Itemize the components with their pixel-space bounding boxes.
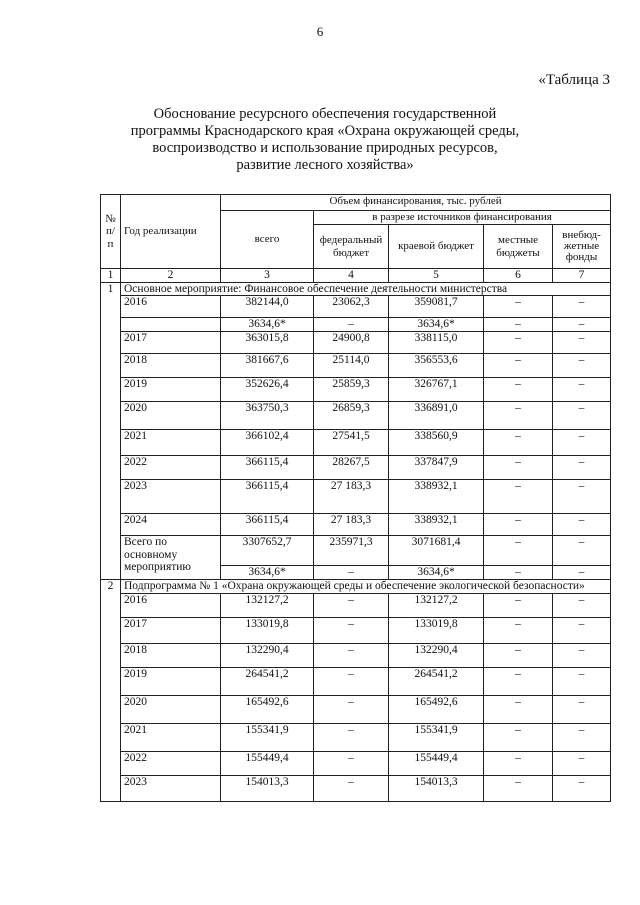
column-number-row xyxy=(101,269,611,283)
year-cell: 2021 xyxy=(121,430,221,456)
page-number: 6 xyxy=(316,24,324,39)
federal-cell: 27 183,3 xyxy=(314,480,389,514)
local-cell: – xyxy=(484,617,553,643)
federal-cell: 25114,0 xyxy=(314,354,389,378)
local-cell: – xyxy=(484,480,553,514)
title-line: программы Краснодарского края «Охрана окружающей среды, xyxy=(130,123,520,139)
federal-cell: – xyxy=(314,751,389,775)
extrabudget-cell: – xyxy=(553,332,611,354)
total-cell: 3634,6* xyxy=(221,318,314,332)
local-cell: – xyxy=(484,723,553,751)
column-number: 2 xyxy=(121,269,221,283)
total-cell: 366102,4 xyxy=(221,430,314,456)
extrabudget-cell: – xyxy=(553,643,611,667)
regional-cell: 336891,0 xyxy=(389,402,484,430)
table-reference: «Таблица 3 xyxy=(538,72,610,88)
section-title-row xyxy=(101,282,611,296)
extrabudget-cell: – xyxy=(553,318,611,332)
local-cell: – xyxy=(484,751,553,775)
table-row xyxy=(101,593,611,617)
summary-regional: 3634,6* xyxy=(389,566,484,580)
regional-cell: 338115,0 xyxy=(389,332,484,354)
section-number: 2 xyxy=(101,580,121,802)
regional-cell: 359081,7 xyxy=(389,296,484,318)
local-cell: – xyxy=(484,402,553,430)
regional-cell: 3634,6* xyxy=(389,318,484,332)
year-cell: 2022 xyxy=(121,456,221,480)
total-cell: 165492,6 xyxy=(221,695,314,723)
table-row xyxy=(101,402,611,430)
header-regional: краевой бюджет xyxy=(389,225,484,269)
federal-cell: – xyxy=(314,593,389,617)
extrabudget-cell: – xyxy=(553,402,611,430)
local-cell: – xyxy=(484,514,553,536)
extrabudget-cell: – xyxy=(553,456,611,480)
table-row xyxy=(101,378,611,402)
federal-cell: 27541,5 xyxy=(314,430,389,456)
extrabudget-cell: – xyxy=(553,378,611,402)
total-cell: 366115,4 xyxy=(221,480,314,514)
regional-cell: 264541,2 xyxy=(389,667,484,695)
header-total: всего xyxy=(221,211,314,269)
local-cell: – xyxy=(484,695,553,723)
extrabudget-cell: – xyxy=(553,480,611,514)
table-row xyxy=(101,775,611,801)
local-cell: – xyxy=(484,318,553,332)
federal-cell: – xyxy=(314,617,389,643)
federal-cell: – xyxy=(314,723,389,751)
summary-label-line: мероприятию xyxy=(124,561,192,573)
total-cell: 132127,2 xyxy=(221,593,314,617)
total-cell: 382144,0 xyxy=(221,296,314,318)
summary-label-line: основному xyxy=(124,548,178,561)
extrabudget-cell: – xyxy=(553,430,611,456)
federal-cell: – xyxy=(314,667,389,695)
year-cell: 2023 xyxy=(121,775,221,801)
total-cell: 264541,2 xyxy=(221,667,314,695)
local-cell: – xyxy=(484,667,553,695)
federal-cell: 26859,3 xyxy=(314,402,389,430)
regional-cell: 165492,6 xyxy=(389,695,484,723)
summary-total: 3634,6* xyxy=(221,566,314,580)
year-cell: 2017 xyxy=(121,332,221,354)
total-cell: 133019,8 xyxy=(221,617,314,643)
federal-cell: 24900,8 xyxy=(314,332,389,354)
total-cell: 381667,6 xyxy=(221,354,314,378)
federal-cell: 25859,3 xyxy=(314,378,389,402)
local-cell: – xyxy=(484,332,553,354)
header-extrabudget: внебюд-жетные фонды xyxy=(553,225,611,269)
federal-cell: 27 183,3 xyxy=(314,514,389,536)
column-number: 3 xyxy=(221,269,314,283)
year-cell: 2018 xyxy=(121,643,221,667)
regional-cell: 337847,9 xyxy=(389,456,484,480)
section-title-row xyxy=(101,580,611,594)
extrabudget-cell: – xyxy=(553,617,611,643)
table-row xyxy=(101,456,611,480)
column-number: 4 xyxy=(314,269,389,283)
summary-local: – xyxy=(484,536,553,566)
year-cell: 2022 xyxy=(121,751,221,775)
extrabudget-cell: – xyxy=(553,723,611,751)
regional-cell: 155341,9 xyxy=(389,723,484,751)
summary-regional: 3071681,4 xyxy=(389,536,484,566)
year-cell: 2019 xyxy=(121,378,221,402)
title-line: Обоснование ресурсного обеспечения государственной xyxy=(153,106,497,122)
regional-cell: 326767,1 xyxy=(389,378,484,402)
extrabudget-cell: – xyxy=(553,751,611,775)
column-number: 1 xyxy=(101,269,121,283)
extrabudget-cell: – xyxy=(553,775,611,801)
regional-cell: 132127,2 xyxy=(389,593,484,617)
summary-extrabudget: – xyxy=(553,566,611,580)
year-cell: 2018 xyxy=(121,354,221,378)
table-row xyxy=(101,643,611,667)
total-cell: 363750,3 xyxy=(221,402,314,430)
header-federal: федеральный бюджет xyxy=(314,225,389,269)
table-row xyxy=(101,332,611,354)
local-cell: – xyxy=(484,775,553,801)
summary-extrabudget: – xyxy=(553,536,611,566)
table-row xyxy=(101,514,611,536)
regional-cell: 356553,6 xyxy=(389,354,484,378)
extrabudget-cell: – xyxy=(553,514,611,536)
total-cell: 352626,4 xyxy=(221,378,314,402)
federal-cell: 23062,3 xyxy=(314,296,389,318)
table-row xyxy=(101,723,611,751)
total-cell: 154013,3 xyxy=(221,775,314,801)
year-cell: 2020 xyxy=(121,402,221,430)
column-number: 5 xyxy=(389,269,484,283)
header-year: Год реализации xyxy=(121,195,221,269)
regional-cell: 338560,9 xyxy=(389,430,484,456)
extrabudget-cell: – xyxy=(553,593,611,617)
extrabudget-cell: – xyxy=(553,667,611,695)
section-title: Подпрограмма № 1 «Охрана окружающей среды и обеспечение экологической безопасности» xyxy=(121,580,611,594)
regional-cell: 132290,4 xyxy=(389,643,484,667)
summary-row xyxy=(101,536,611,566)
table-row xyxy=(101,617,611,643)
table-row xyxy=(101,667,611,695)
title-line: развитие лесного хозяйства» xyxy=(236,157,414,173)
header-local: местные бюджеты xyxy=(484,225,553,269)
year-cell: 2019 xyxy=(121,667,221,695)
total-cell: 132290,4 xyxy=(221,643,314,667)
summary-federal: – xyxy=(314,566,389,580)
federal-cell: 28267,5 xyxy=(314,456,389,480)
local-cell: – xyxy=(484,296,553,318)
local-cell: – xyxy=(484,378,553,402)
table-row xyxy=(101,318,611,332)
section-number: 1 xyxy=(101,282,121,580)
summary-label-line: Всего по xyxy=(124,536,167,548)
regional-cell: 155449,4 xyxy=(389,751,484,775)
year-cell: 2016 xyxy=(121,593,221,617)
column-number: 6 xyxy=(484,269,553,283)
local-cell: – xyxy=(484,643,553,667)
table-row xyxy=(101,480,611,514)
extrabudget-cell: – xyxy=(553,296,611,318)
header-num: № п/п xyxy=(101,195,121,269)
year-cell: 2020 xyxy=(121,695,221,723)
table-row xyxy=(101,430,611,456)
federal-cell: – xyxy=(314,318,389,332)
summary-federal: 235971,3 xyxy=(314,536,389,566)
federal-cell: – xyxy=(314,643,389,667)
column-number: 7 xyxy=(553,269,611,283)
year-cell: 2023 xyxy=(121,480,221,514)
total-cell: 366115,4 xyxy=(221,514,314,536)
local-cell: – xyxy=(484,430,553,456)
year-cell: 2024 xyxy=(121,514,221,536)
regional-cell: 133019,8 xyxy=(389,617,484,643)
local-cell: – xyxy=(484,354,553,378)
extrabudget-cell: – xyxy=(553,354,611,378)
section-title: Основное мероприятие: Финансовое обеспечение деятельности министерства xyxy=(121,282,611,296)
title-line: воспроизводство и использование природных ресурсов, xyxy=(152,140,498,156)
summary-label xyxy=(121,536,221,580)
table-row xyxy=(101,695,611,723)
federal-cell: – xyxy=(314,775,389,801)
federal-cell: – xyxy=(314,695,389,723)
table-row xyxy=(101,354,611,378)
total-cell: 366115,4 xyxy=(221,456,314,480)
year-cell: 2017 xyxy=(121,617,221,643)
local-cell: – xyxy=(484,456,553,480)
total-cell: 155449,4 xyxy=(221,751,314,775)
year-cell xyxy=(121,318,221,332)
total-cell: 363015,8 xyxy=(221,332,314,354)
year-cell: 2016 xyxy=(121,296,221,318)
extrabudget-cell: – xyxy=(553,695,611,723)
regional-cell: 154013,3 xyxy=(389,775,484,801)
summary-total: 3307652,7 xyxy=(221,536,314,566)
year-cell: 2021 xyxy=(121,723,221,751)
regional-cell: 338932,1 xyxy=(389,480,484,514)
header-by-source: в разрезе источников финансирования xyxy=(314,211,611,225)
summary-local: – xyxy=(484,566,553,580)
document-title xyxy=(120,106,530,174)
table-row xyxy=(101,296,611,318)
regional-cell: 338932,1 xyxy=(389,514,484,536)
header-volume: Объем финансирования, тыс. рублей xyxy=(221,195,611,211)
total-cell: 155341,9 xyxy=(221,723,314,751)
budget-table xyxy=(100,194,611,802)
local-cell: – xyxy=(484,593,553,617)
table-row xyxy=(101,751,611,775)
